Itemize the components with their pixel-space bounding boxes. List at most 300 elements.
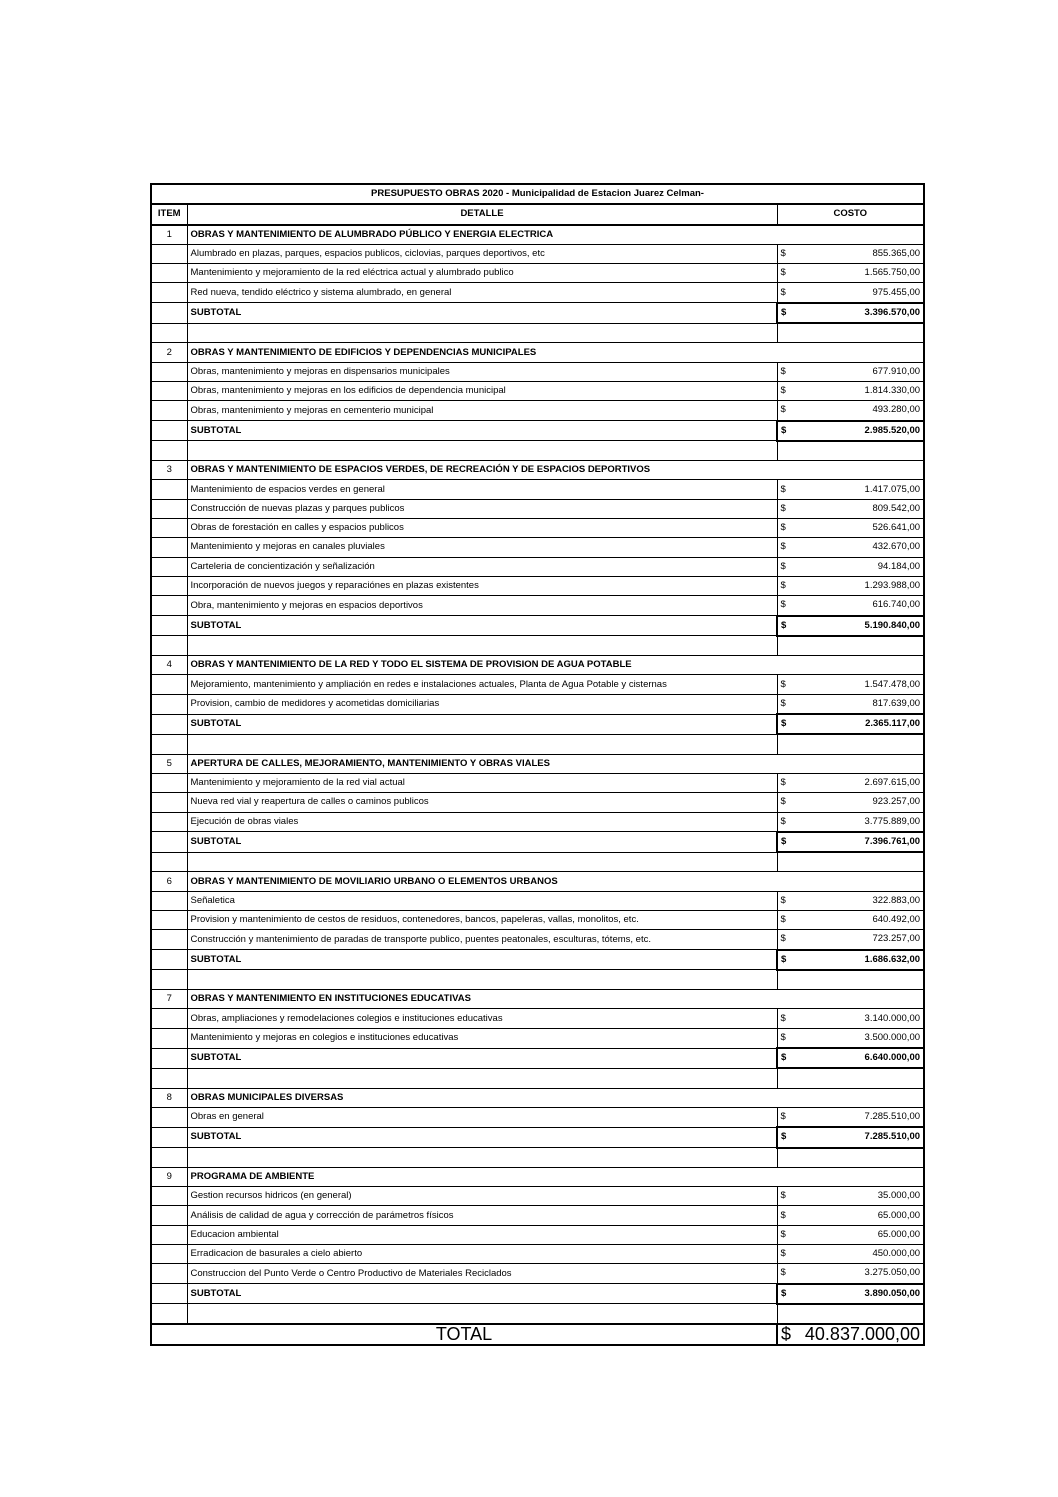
subtotal-label: SUBTOTAL [187,1048,777,1068]
section-title: OBRAS MUNICIPALES DIVERSAS [187,1088,924,1107]
line-item-cost-value: 1.565.750,00 [864,267,921,279]
line-item-cost-cell [777,1206,924,1225]
line-item-number [151,576,187,595]
spacer-cost [777,734,924,754]
currency-symbol: $ [780,541,786,553]
line-item-cost-cell [777,1187,924,1206]
line-item-cost-amount [781,401,921,419]
line-item-detail: Provision y mantenimiento de cestos de residuos, contenedores, bancos, papeleras, vallas, monolitos, etc. [187,910,777,929]
line-item-cost-value: 450.000,00 [872,1248,921,1260]
line-item-cost-cell [777,910,924,929]
line-item-number [151,930,187,950]
currency-symbol: $ [780,267,786,279]
line-item-row [151,519,924,538]
currency-symbol: $ [780,796,786,808]
subtotal-label: SUBTOTAL [187,1127,777,1147]
line-item-cost-cell [777,1225,924,1244]
section-row [151,1167,924,1186]
line-item-number [151,596,187,616]
line-item-number [151,244,187,263]
line-item-cost-cell [777,381,924,400]
subtotal-amount [781,833,920,851]
subtotal-row [151,832,924,852]
spacer-cost [777,323,924,343]
subtotal-label: SUBTOTAL [187,303,777,323]
line-item-row [151,538,924,557]
subtotal-cell [777,303,924,323]
subtotal-amount [781,1049,920,1067]
spacer-item [151,970,187,990]
section-item-number: 2 [151,343,187,362]
line-item-row [151,1225,924,1244]
line-item-cost-cell [777,264,924,283]
line-item-cost-amount [781,264,921,282]
currency-symbol: $ [780,894,786,906]
line-item-row [151,596,924,616]
spacer-cost [777,636,924,656]
line-item-cost-cell [777,1009,924,1028]
section-item-number: 7 [151,990,187,1009]
currency-symbol: $ [780,502,786,514]
line-item-cost-value: 493.280,00 [872,404,921,416]
currency-symbol: $ [781,953,787,965]
line-item-cost-value: 3.500.000,00 [864,1031,921,1043]
currency-symbol: $ [780,1190,786,1202]
subtotal-value: 7.396.761,00 [864,835,921,847]
currency-symbol: $ [780,1267,786,1279]
spacer-detail [187,441,777,461]
currency-symbol: $ [781,835,787,847]
currency-symbol: $ [780,1209,786,1221]
currency-symbol: $ [780,678,786,690]
subtotal-value: 2.365.117,00 [865,718,921,730]
subtotal-cell [777,1127,924,1147]
section-row [151,461,924,480]
line-item-cost-amount [781,1226,921,1244]
line-item-row [151,1187,924,1206]
subtotal-item [151,950,187,970]
line-item-cost-value: 677.910,00 [872,365,921,377]
subtotal-item [151,832,187,852]
section-item-number: 6 [151,872,187,891]
line-item-row [151,1245,924,1264]
spacer-item [151,441,187,461]
title-row [151,184,924,204]
currency-symbol: $ [780,914,786,926]
currency-symbol: $ [781,718,787,730]
header-item: ITEM [151,204,187,224]
line-item-detail: Mantenimiento y mejoras en colegios e instituciones educativas [187,1028,777,1048]
line-item-number [151,910,187,929]
line-item-row [151,930,924,950]
section-row [151,225,924,245]
spacer-cost [777,441,924,461]
line-item-cost-cell [777,773,924,792]
subtotal-item [151,1284,187,1304]
line-item-cost-value: 809.542,00 [872,502,921,514]
line-item-number [151,793,187,812]
budget-table [150,183,925,1346]
line-item-number [151,1009,187,1028]
line-item-cost-cell [777,812,924,832]
currency-symbol: $ [780,365,786,377]
currency-symbol: $ [781,424,787,436]
line-item-cost-value: 7.285.510,00 [864,1111,921,1123]
line-item-detail: Gestion recursos hidricos (en general) [187,1187,777,1206]
line-item-row [151,1264,924,1284]
total-label: TOTAL [151,1324,777,1344]
line-item-number [151,381,187,400]
spacer-detail [187,1304,777,1324]
line-item-detail: Obras en general [187,1107,777,1127]
line-item-number [151,1187,187,1206]
line-item-row [151,1107,924,1127]
subtotal-item [151,1048,187,1068]
line-item-cost-value: 35.000,00 [877,1190,921,1202]
section-title: OBRAS Y MANTENIMIENTO DE MOVILIARIO URBANO O ELEMENTOS URBANOS [187,872,924,891]
spacer-detail [187,323,777,343]
line-item-detail: Construccion del Punto Verde o Centro Productivo de Materiales Reciclados [187,1264,777,1284]
line-item-detail: Carteleria de concientización y señalización [187,557,777,576]
currency-symbol: $ [780,522,786,534]
line-item-detail: Construcción de nuevas plazas y parques publicos [187,499,777,518]
line-item-row [151,381,924,400]
spacer-detail [187,1148,777,1168]
line-item-number [151,773,187,792]
subtotal-row [151,421,924,441]
spacer-item [151,734,187,754]
line-item-row [151,401,924,421]
line-item-row [151,1206,924,1225]
spacer-row [151,636,924,656]
spacer-row [151,970,924,990]
section-item-number: 8 [151,1088,187,1107]
currency-symbol: $ [780,483,786,495]
currency-symbol: $ [780,286,786,298]
subtotal-item [151,1127,187,1147]
line-item-cost-value: 1.814.330,00 [864,385,921,397]
line-item-row [151,557,924,576]
line-item-cost-amount [781,538,921,556]
line-item-detail: Educacion ambiental [187,1225,777,1244]
line-item-cost-value: 526.641,00 [872,522,921,534]
line-item-cost-amount [781,1187,921,1205]
line-item-number [151,1225,187,1244]
total-row [151,1324,924,1344]
line-item-cost-amount [781,774,921,792]
spacer-item [151,1304,187,1324]
line-item-cost-amount [781,1245,921,1263]
line-item-cost-value: 1.293.988,00 [864,580,921,592]
line-item-row [151,283,924,303]
line-item-cost-cell [777,283,924,303]
spacer-cost [777,1148,924,1168]
line-item-cost-cell [777,1107,924,1127]
section-row [151,990,924,1009]
line-item-number [151,694,187,714]
line-item-number [151,557,187,576]
spacer-item [151,1148,187,1168]
subtotal-row [151,1127,924,1147]
subtotal-cell [777,950,924,970]
line-item-cost-amount [781,481,921,499]
line-item-detail: Obras, ampliaciones y remodelaciones colegios e instituciones educativas [187,1009,777,1028]
line-item-cost-value: 65.000,00 [877,1228,921,1240]
line-item-row [151,1028,924,1048]
line-item-detail: Nueva red vial y reapertura de calles o caminos publicos [187,793,777,812]
currency-symbol: $ [780,1012,786,1024]
line-item-cost-value: 3.275.050,00 [864,1267,921,1279]
line-item-cost-amount [781,1108,921,1126]
section-item-number: 4 [151,656,187,675]
line-item-number [151,480,187,499]
subtotal-value: 6.640.000,00 [864,1052,921,1064]
line-item-detail: Erradicacion de basurales a cielo abierto [187,1245,777,1264]
line-item-number [151,283,187,303]
line-item-cost-amount [781,245,921,263]
spacer-detail [187,852,777,872]
currency-symbol: $ [780,697,786,709]
subtotal-cell [777,1284,924,1304]
line-item-row [151,480,924,499]
section-item-number: 1 [151,225,187,245]
currency-symbol: $ [781,306,787,318]
line-item-row [151,910,924,929]
line-item-detail: Mantenimiento de espacios verdes en general [187,480,777,499]
line-item-number [151,1245,187,1264]
line-item-row [151,793,924,812]
document-title: PRESUPUESTO OBRAS 2020 - Municipalidad de Estacion Juarez Celman- [151,184,924,204]
subtotal-value: 7.285.510,00 [864,1131,921,1143]
subtotal-value: 1.686.632,00 [864,953,921,965]
line-item-cost-amount [781,363,921,381]
section-row [151,1088,924,1107]
section-title: OBRAS Y MANTENIMIENTO EN INSTITUCIONES EDUCATIVAS [187,990,924,1009]
spacer-item [151,1068,187,1088]
spacer-detail [187,636,777,656]
line-item-number [151,538,187,557]
subtotal-row [151,303,924,323]
line-item-number [151,675,187,694]
line-item-row [151,891,924,910]
line-item-row [151,812,924,832]
line-item-detail: Red nueva, tendido eléctrico y sistema alumbrado, en general [187,283,777,303]
subtotal-amount [781,715,920,733]
section-title: OBRAS Y MANTENIMIENTO DE ESPACIOS VERDES, DE RECREACIÓN Y DE ESPACIOS DEPORTIVOS [187,461,924,480]
line-item-number [151,812,187,832]
spacer-row [151,734,924,754]
line-item-cost-value: 2.697.615,00 [864,777,921,789]
line-item-cost-cell [777,891,924,910]
line-item-cost-value: 723.257,00 [872,933,921,945]
spacer-cost [777,970,924,990]
currency-symbol: $ [780,599,786,611]
subtotal-cell [777,1048,924,1068]
line-item-detail: Obra, mantenimiento y mejoras en espacios deportivos [187,596,777,616]
spacer-item [151,323,187,343]
line-item-cost-amount [781,930,921,948]
currency-symbol: $ [780,1248,786,1260]
line-item-cost-value: 1.417.075,00 [864,483,921,495]
line-item-detail: Obras, mantenimiento y mejoras en los edificios de dependencia municipal [187,381,777,400]
line-item-cost-cell [777,1245,924,1264]
spacer-cost [777,1304,924,1324]
currency-symbol: $ [780,933,786,945]
section-item-number: 5 [151,754,187,773]
line-item-detail: Mejoramiento, mantenimiento y ampliación en redes e instalaciones actuales, Planta de Agua Potable y cisternas [187,675,777,694]
line-item-cost-amount [781,695,921,713]
subtotal-row [151,1284,924,1304]
currency-symbol: $ [780,1111,786,1123]
line-item-cost-value: 817.639,00 [872,697,921,709]
line-item-cost-value: 855.365,00 [872,248,921,260]
subtotal-label: SUBTOTAL [187,714,777,734]
subtotal-item [151,714,187,734]
total-value: 40.837.000,00 [804,1324,921,1345]
line-item-cost-cell [777,675,924,694]
subtotal-amount [781,304,920,322]
line-item-cost-cell [777,596,924,616]
line-item-detail: Mantenimiento y mejoramiento de la red vial actual [187,773,777,792]
line-item-cost-amount [781,1264,921,1282]
line-item-cost-cell [777,401,924,421]
line-item-cost-amount [781,1010,921,1028]
line-item-cost-value: 640.492,00 [872,914,921,926]
header-cost: COSTO [777,204,924,224]
line-item-row [151,576,924,595]
currency-symbol: $ [780,248,786,260]
subtotal-item [151,616,187,636]
subtotal-value: 3.890.050,00 [864,1287,921,1299]
spacer-cost [777,852,924,872]
line-item-cost-amount [781,596,921,614]
line-item-cost-value: 432.670,00 [872,541,921,553]
line-item-detail: Obras, mantenimiento y mejoras en cementerio municipal [187,401,777,421]
subtotal-label: SUBTOTAL [187,950,777,970]
line-item-row [151,1009,924,1028]
line-item-cost-amount [781,284,921,302]
line-item-number [151,891,187,910]
line-item-row [151,499,924,518]
subtotal-row [151,950,924,970]
section-title: OBRAS Y MANTENIMIENTO DE LA RED Y TODO EL SISTEMA DE PROVISION DE AGUA POTABLE [187,656,924,675]
subtotal-item [151,421,187,441]
subtotal-amount [781,617,920,635]
line-item-detail: Construcción y mantenimiento de paradas de transporte publico, puentes peatonales, esculturas, tótems, etc. [187,930,777,950]
line-item-number [151,519,187,538]
line-item-cost-cell [777,1264,924,1284]
line-item-detail: Ejecución de obras viales [187,812,777,832]
spacer-row [151,323,924,343]
subtotal-row [151,1048,924,1068]
subtotal-label: SUBTOTAL [187,616,777,636]
line-item-cost-amount [781,676,921,694]
subtotal-label: SUBTOTAL [187,1284,777,1304]
line-item-cost-amount [781,382,921,400]
line-item-cost-amount [781,813,921,831]
line-item-cost-cell [777,538,924,557]
line-item-detail: Análisis de calidad de agua y corrección de parámetros físicos [187,1206,777,1225]
subtotal-cell [777,714,924,734]
spacer-row [151,852,924,872]
line-item-cost-amount [781,577,921,595]
spacer-row [151,1068,924,1088]
subtotal-amount [781,951,920,969]
spacer-item [151,852,187,872]
section-row [151,343,924,362]
line-item-cost-cell [777,1028,924,1048]
line-item-detail: Mantenimiento y mejoramiento de la red eléctrica actual y alumbrado publico [187,264,777,283]
subtotal-amount [781,1285,920,1303]
section-title: OBRAS Y MANTENIMIENTO DE EDIFICIOS Y DEPENDENCIAS MUNICIPALES [187,343,924,362]
line-item-cost-amount [781,892,921,910]
spacer-row [151,1304,924,1324]
currency-symbol: $ [781,619,787,631]
line-item-cost-value: 975.455,00 [872,286,921,298]
subtotal-item [151,303,187,323]
line-item-cost-amount [781,911,921,929]
line-item-row [151,244,924,263]
header-detail: DETALLE [187,204,777,224]
line-item-number [151,401,187,421]
section-row [151,656,924,675]
line-item-cost-cell [777,519,924,538]
spacer-detail [187,970,777,990]
subtotal-cell [777,421,924,441]
line-item-row [151,675,924,694]
spacer-detail [187,1068,777,1088]
line-item-cost-value: 65.000,00 [877,1209,921,1221]
header-row [151,204,924,224]
line-item-detail: Obras, mantenimiento y mejoras en dispensarios municipales [187,362,777,381]
subtotal-label: SUBTOTAL [187,832,777,852]
currency-symbol: $ [781,1052,787,1064]
line-item-cost-cell [777,244,924,263]
spacer-item [151,636,187,656]
section-row [151,872,924,891]
line-item-detail: Alumbrado en plazas, parques, espacios publicos, ciclovias, parques deportivos, etc [187,244,777,263]
currency-symbol: $ [780,777,786,789]
currency-symbol: $ [780,580,786,592]
section-item-number: 9 [151,1167,187,1186]
subtotal-cell [777,832,924,852]
currency-symbol: $ [780,385,786,397]
line-item-number [151,1107,187,1127]
line-item-number [151,1264,187,1284]
line-item-cost-value: 3.775.889,00 [864,815,921,827]
line-item-row [151,773,924,792]
line-item-detail: Mantenimiento y mejoras en canales pluviales [187,538,777,557]
section-title: OBRAS Y MANTENIMIENTO DE ALUMBRADO PÚBLICO Y ENERGIA ELECTRICA [187,225,924,245]
section-row [151,754,924,773]
line-item-cost-value: 322.883,00 [872,894,921,906]
spacer-cost [777,1068,924,1088]
subtotal-amount [781,1128,920,1146]
subtotal-value: 2.985.520,00 [864,424,921,436]
line-item-number [151,499,187,518]
line-item-cost-value: 3.140.000,00 [864,1012,921,1024]
line-item-cost-value: 923.257,00 [872,796,921,808]
line-item-cost-amount [781,1029,921,1047]
currency-symbol: $ [781,1324,792,1345]
line-item-cost-value: 616.740,00 [872,599,921,611]
line-item-detail: Obras de forestación en calles y espacios publicos [187,519,777,538]
total-amount [781,1325,920,1343]
subtotal-label: SUBTOTAL [187,421,777,441]
line-item-number [151,362,187,381]
line-item-detail: Provision, cambio de medidores y acometidas domiciliarias [187,694,777,714]
line-item-cost-cell [777,362,924,381]
